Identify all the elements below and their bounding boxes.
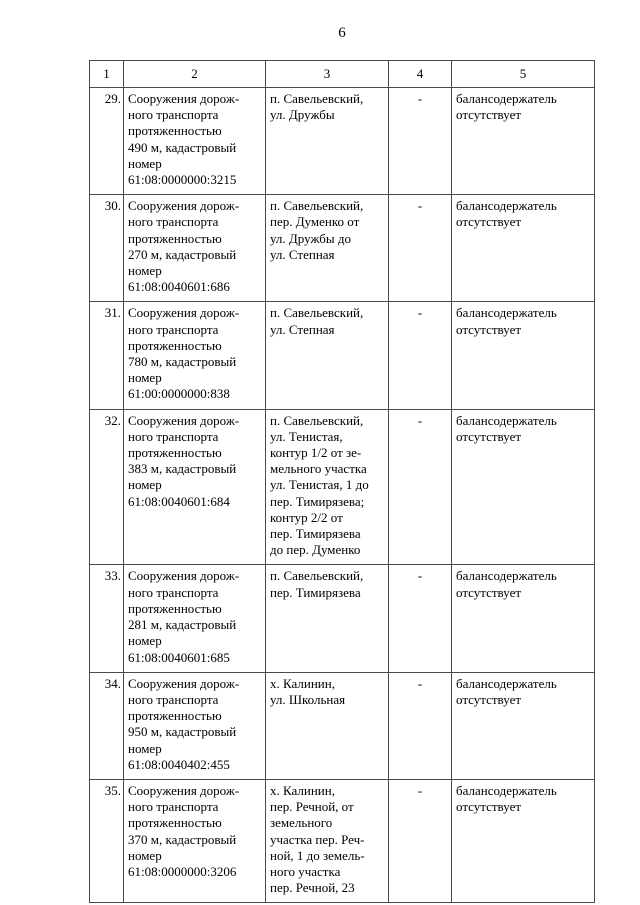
header-cell-1: 1 bbox=[90, 61, 124, 88]
table-row bbox=[90, 409, 595, 565]
row-number: 30. bbox=[90, 195, 124, 302]
header-cell-4: 4 bbox=[389, 61, 452, 88]
object-name: Сооружения дорож- ного транспорта протяженностью 383 м, кадастровый номер 61:08:0040601:684 bbox=[124, 409, 266, 565]
object-address: п. Савельевский, пер. Думенко от ул. Дружбы до ул. Степная bbox=[266, 195, 389, 302]
column-4-value: - bbox=[389, 565, 452, 672]
object-address: п. Савельевский, ул. Степная bbox=[266, 302, 389, 409]
column-4-value: - bbox=[389, 409, 452, 565]
balance-holder: балансодержатель отсутствует bbox=[452, 672, 595, 779]
object-name: Сооружения дорож- ного транспорта протяженностью 490 м, кадастровый номер 61:08:0000000:3215 bbox=[124, 88, 266, 195]
table-row bbox=[90, 195, 595, 302]
object-address: п. Савельевский, ул. Дружбы bbox=[266, 88, 389, 195]
object-name: Сооружения дорож- ного транспорта протяженностью 270 м, кадастровый номер 61:08:0040601:686 bbox=[124, 195, 266, 302]
column-4-value: - bbox=[389, 88, 452, 195]
balance-holder: балансодержатель отсутствует bbox=[452, 565, 595, 672]
balance-holder: балансодержатель отсутствует bbox=[452, 409, 595, 565]
table-row bbox=[90, 672, 595, 779]
table-row bbox=[90, 88, 595, 195]
header-row bbox=[90, 61, 595, 88]
object-address: х. Калинин, ул. Школьная bbox=[266, 672, 389, 779]
registry-table bbox=[89, 60, 595, 903]
row-number: 31. bbox=[90, 302, 124, 409]
column-4-value: - bbox=[389, 779, 452, 902]
row-number: 32. bbox=[90, 409, 124, 565]
header-cell-2: 2 bbox=[124, 61, 266, 88]
row-number: 29. bbox=[90, 88, 124, 195]
object-name: Сооружения дорож- ного транспорта протяженностью 370 м, кадастровый номер 61:08:0000000:3206 bbox=[124, 779, 266, 902]
row-number: 33. bbox=[90, 565, 124, 672]
table-row bbox=[90, 779, 595, 902]
object-address: п. Савельевский, пер. Тимирязева bbox=[266, 565, 389, 672]
page-number: 6 bbox=[338, 25, 346, 41]
column-4-value: - bbox=[389, 302, 452, 409]
header-cell-5: 5 bbox=[452, 61, 595, 88]
table-row bbox=[90, 302, 595, 409]
object-name: Сооружения дорож- ного транспорта протяженностью 281 м, кадастровый номер 61:08:0040601:685 bbox=[124, 565, 266, 672]
object-address: х. Калинин, пер. Речной, от земельного участка пер. Реч- ной, 1 до земель- ного участка пер. Речной, 23 bbox=[266, 779, 389, 902]
table-row bbox=[90, 565, 595, 672]
balance-holder: балансодержатель отсутствует bbox=[452, 779, 595, 902]
object-name: Сооружения дорож- ного транспорта протяженностью 780 м, кадастровый номер 61:00:0000000:838 bbox=[124, 302, 266, 409]
column-4-value: - bbox=[389, 195, 452, 302]
column-4-value: - bbox=[389, 672, 452, 779]
balance-holder: балансодержатель отсутствует bbox=[452, 88, 595, 195]
header-cell-3: 3 bbox=[266, 61, 389, 88]
object-address: п. Савельевский, ул. Тенистая, контур 1/2 от зе- мельного участка ул. Тенистая, 1 до пер. Тимирязева; контур 2/2 от пер. Тимирязева до пер. Думенко bbox=[266, 409, 389, 565]
balance-holder: балансодержатель отсутствует bbox=[452, 195, 595, 302]
balance-holder: балансодержатель отсутствует bbox=[452, 302, 595, 409]
row-number: 34. bbox=[90, 672, 124, 779]
object-name: Сооружения дорож- ного транспорта протяженностью 950 м, кадастровый номер 61:08:0040402:455 bbox=[124, 672, 266, 779]
row-number: 35. bbox=[90, 779, 124, 902]
